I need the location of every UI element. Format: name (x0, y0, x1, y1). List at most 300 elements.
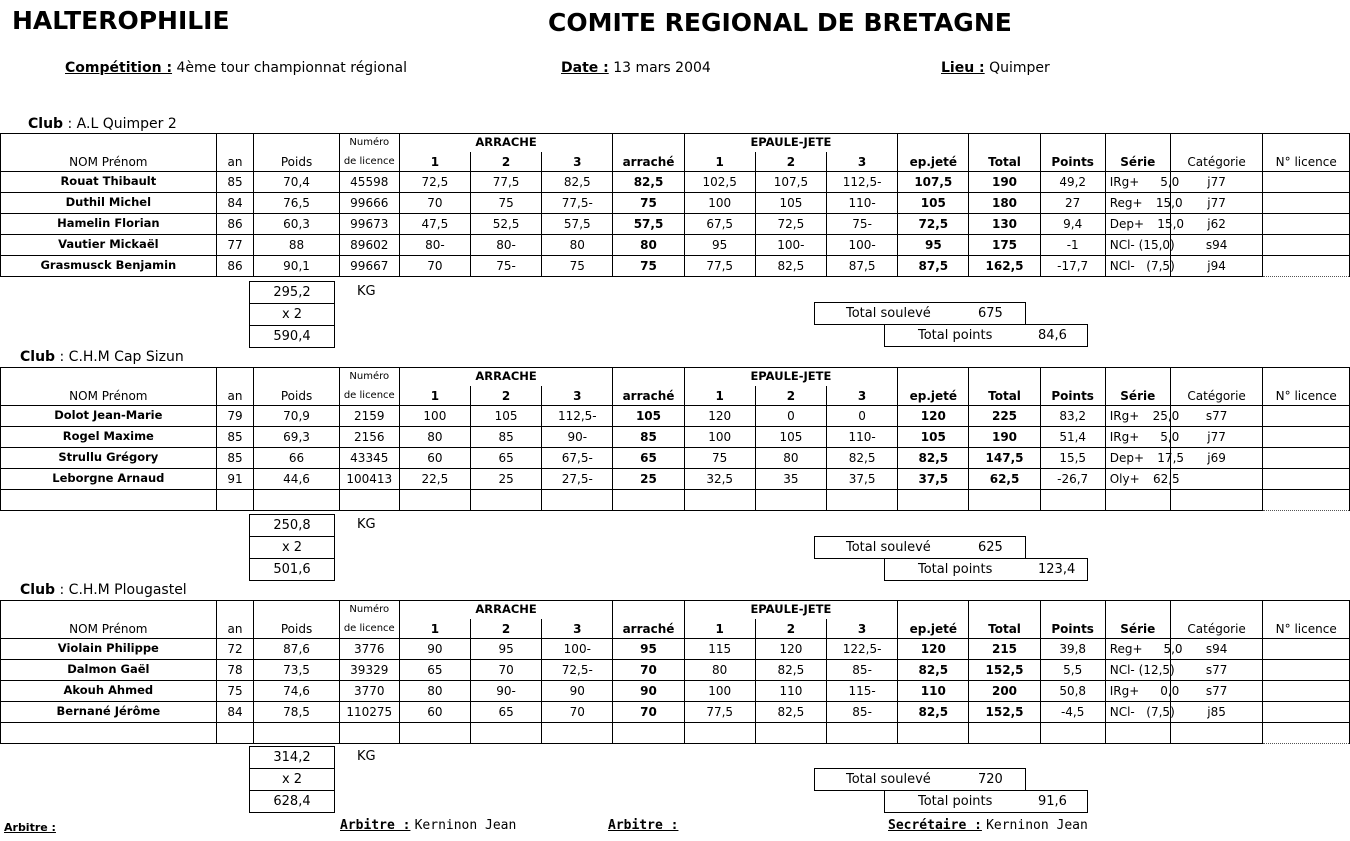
athlete-licence: 2156 (339, 427, 399, 448)
serie-code: Oly+ (1109, 472, 1140, 486)
col-categorie-spacer (1170, 601, 1263, 620)
athlete-serie (1105, 490, 1170, 511)
athlete-licence: 2159 (339, 406, 399, 427)
footer-arbitre-2 (608, 818, 678, 833)
cj-1: 100 (684, 427, 755, 448)
athlete-total: 152,5 (969, 702, 1040, 723)
cj-2: 35 (755, 469, 826, 490)
cj-2 (755, 723, 826, 744)
athlete-points: -17,7 (1040, 256, 1105, 277)
cj-1: 32,5 (684, 469, 755, 490)
athlete-nlicence (1263, 660, 1350, 681)
footer-arbitre-1-label: Arbitre : (340, 818, 411, 833)
cj-3: 0 (827, 406, 898, 427)
col-a1-header: 1 (399, 386, 470, 406)
table-row (1, 702, 1350, 723)
table-row (1, 256, 1350, 277)
col-e3-header: 3 (827, 152, 898, 172)
athlete-nlicence (1263, 702, 1350, 723)
total-points-label: Total points (918, 794, 993, 809)
athlete-name: Strullu Grégory (1, 448, 217, 469)
athlete-licence: 99667 (339, 256, 399, 277)
weight-sum: 250,8 (250, 515, 334, 537)
col-an-header: an (216, 368, 254, 406)
athlete-category: j77 (1170, 427, 1263, 448)
total-lifted-value: 675 (978, 306, 1003, 321)
total-lifted-label: Total soulevé (846, 540, 931, 555)
athlete-licence: 110275 (339, 702, 399, 723)
date-line (561, 60, 711, 76)
serie-value: 5,0 (1163, 642, 1183, 656)
athlete-nlicence (1263, 639, 1350, 660)
total-points-value: 84,6 (1038, 328, 1067, 343)
club-name: : A.L Quimper 2 (67, 116, 177, 132)
snatch-best: 70 (613, 702, 684, 723)
athlete-serie (1105, 193, 1183, 214)
cj-best: 120 (898, 406, 969, 427)
athlete-year (216, 723, 254, 744)
athlete-weight: 76,5 (254, 193, 339, 214)
col-epjete-spacer (898, 601, 969, 620)
athlete-weight (254, 490, 339, 511)
athlete-serie (1105, 235, 1175, 256)
cj-3: 37,5 (827, 469, 898, 490)
date-label: Date : (561, 60, 609, 76)
athlete-weight: 90,1 (254, 256, 339, 277)
cj-2: 0 (755, 406, 826, 427)
athlete-weight: 88 (254, 235, 339, 256)
cj-1: 77,5 (684, 256, 755, 277)
serie-code: Dep+ (1109, 451, 1145, 465)
col-arrache-group: ARRACHE (399, 368, 613, 387)
col-poids-header: Poids (254, 601, 339, 639)
lieu-line (941, 60, 1050, 76)
total-lifted-value: 625 (978, 540, 1003, 555)
serie-value: 25,0 (1152, 409, 1180, 423)
cj-best (898, 723, 969, 744)
table-row (1, 172, 1350, 193)
weight-doubled: 590,4 (273, 329, 311, 344)
athlete-nlicence (1263, 214, 1350, 235)
athlete-nlicence (1263, 469, 1350, 490)
athlete-points: 50,8 (1040, 681, 1105, 702)
serie-value: 17,5 (1157, 451, 1185, 465)
cj-2: 100- (755, 235, 826, 256)
col-a3-header: 3 (542, 619, 613, 639)
col-an-header: an (216, 134, 254, 172)
snatch-best: 70 (613, 660, 684, 681)
snatch-2: 70 (470, 660, 541, 681)
serie-value: 62,5 (1152, 472, 1180, 486)
col-serie-spacer (1105, 368, 1170, 387)
snatch-2: 75- (470, 256, 541, 277)
athlete-serie (1105, 681, 1180, 702)
col-nom-header: NOM Prénom (1, 134, 217, 172)
snatch-best: 75 (613, 193, 684, 214)
snatch-2: 77,5 (470, 172, 541, 193)
cj-best: 82,5 (898, 448, 969, 469)
snatch-best: 25 (613, 469, 684, 490)
athlete-category: s94 (1170, 235, 1263, 256)
col-e1-header: 1 (684, 386, 755, 406)
snatch-1: 80 (399, 427, 470, 448)
athlete-licence: 39329 (339, 660, 399, 681)
col-nom-header: NOM Prénom (1, 601, 217, 639)
snatch-3: 27,5- (542, 469, 613, 490)
athlete-total: 190 (969, 172, 1040, 193)
athlete-licence: 100413 (339, 469, 399, 490)
athlete-name (1, 490, 217, 511)
serie-code: NCl- (1109, 705, 1135, 719)
col-points-spacer (1040, 134, 1105, 153)
cj-3: 110- (827, 427, 898, 448)
athlete-category: s94 (1170, 639, 1263, 660)
snatch-3: 70 (542, 702, 613, 723)
col-nlicence-spacer (1263, 368, 1350, 387)
snatch-1: 70 (399, 256, 470, 277)
col-licence-header-bottom: de licence (339, 152, 399, 172)
table-row (1, 427, 1350, 448)
col-serie-spacer (1105, 601, 1170, 620)
date-value: 13 mars 2004 (613, 60, 711, 76)
serie-value: (7,5) (1146, 705, 1175, 719)
total-points-value: 91,6 (1038, 794, 1067, 809)
col-epjete-header: ep.jeté (898, 386, 969, 406)
serie-value: (12,5) (1138, 663, 1175, 677)
club-name: : C.H.M Plougastel (59, 582, 187, 598)
col-e2-header: 2 (755, 619, 826, 639)
lieu-value: Quimper (989, 60, 1050, 76)
athlete-nlicence (1263, 256, 1350, 277)
athlete-name: Bernané Jérôme (1, 702, 217, 723)
snatch-2: 90- (470, 681, 541, 702)
weight-sum-box (249, 514, 335, 581)
athlete-licence: 45598 (339, 172, 399, 193)
athlete-total: 180 (969, 193, 1040, 214)
athlete-serie (1105, 214, 1185, 235)
cj-1: 77,5 (684, 702, 755, 723)
athlete-points: -26,7 (1040, 469, 1105, 490)
athlete-total (969, 490, 1040, 511)
cj-3: 115- (827, 681, 898, 702)
athlete-nlicence (1263, 681, 1350, 702)
athlete-category: j69 (1170, 448, 1263, 469)
col-poids-header: Poids (254, 134, 339, 172)
total-lifted-box (814, 536, 1026, 559)
serie-value: 15,0 (1157, 217, 1185, 231)
cj-3: 82,5 (827, 448, 898, 469)
col-categorie-header: Catégorie (1170, 386, 1263, 406)
cj-best: 107,5 (898, 172, 969, 193)
snatch-best: 105 (613, 406, 684, 427)
col-total-spacer (969, 134, 1040, 153)
col-points-header: Points (1040, 619, 1105, 639)
athlete-serie (1105, 406, 1180, 427)
snatch-3: 72,5- (542, 660, 613, 681)
athlete-year: 79 (216, 406, 254, 427)
athlete-points: 9,4 (1040, 214, 1105, 235)
col-e1-header: 1 (684, 152, 755, 172)
total-points-value: 123,4 (1038, 562, 1076, 577)
col-nlicence-header: N° licence (1263, 386, 1350, 406)
col-arrache-header-spacer (613, 134, 684, 153)
snatch-1: 60 (399, 448, 470, 469)
athlete-year: 78 (216, 660, 254, 681)
cj-2: 105 (755, 427, 826, 448)
athlete-total: 162,5 (969, 256, 1040, 277)
cj-2: 72,5 (755, 214, 826, 235)
athlete-weight: 73,5 (254, 660, 339, 681)
cj-best: 105 (898, 193, 969, 214)
serie-code: NCl- (1109, 663, 1135, 677)
total-lifted-value: 720 (978, 772, 1003, 787)
athlete-total: 175 (969, 235, 1040, 256)
table-row (1, 193, 1350, 214)
club-label (28, 116, 177, 132)
snatch-2: 52,5 (470, 214, 541, 235)
athlete-year: 75 (216, 681, 254, 702)
table-row (1, 448, 1350, 469)
athlete-weight: 78,5 (254, 702, 339, 723)
snatch-1: 90 (399, 639, 470, 660)
athlete-year: 84 (216, 193, 254, 214)
club-word: Club (20, 582, 56, 598)
athlete-points: -4,5 (1040, 702, 1105, 723)
col-categorie-header: Catégorie (1170, 619, 1263, 639)
athlete-weight: 87,6 (254, 639, 339, 660)
athlete-total (969, 723, 1040, 744)
weight-times-two: x 2 (250, 537, 334, 559)
athlete-year (216, 490, 254, 511)
cj-1 (684, 723, 755, 744)
cj-best: 120 (898, 639, 969, 660)
col-e3-header: 3 (827, 619, 898, 639)
col-epjete-header: ep.jeté (898, 619, 969, 639)
snatch-best: 82,5 (613, 172, 684, 193)
snatch-2: 85 (470, 427, 541, 448)
athlete-licence (339, 490, 399, 511)
col-arrache-header-spacer (613, 368, 684, 387)
snatch-1: 65 (399, 660, 470, 681)
athlete-total: 147,5 (969, 448, 1040, 469)
club-word: Club (28, 116, 64, 132)
athlete-year: 91 (216, 469, 254, 490)
cj-3: 75- (827, 214, 898, 235)
cj-best: 82,5 (898, 660, 969, 681)
cj-1: 95 (684, 235, 755, 256)
serie-code: Reg+ (1109, 196, 1143, 210)
athlete-serie (1105, 702, 1175, 723)
cj-3 (827, 723, 898, 744)
col-e2-header: 2 (755, 152, 826, 172)
athlete-year: 77 (216, 235, 254, 256)
kg-unit-label: KG (357, 517, 376, 532)
col-arrache-header: arraché (613, 386, 684, 406)
footer-arbitre-1-value: Kerninon Jean (414, 818, 517, 833)
athlete-category (1170, 469, 1263, 490)
col-a2-header: 2 (470, 619, 541, 639)
snatch-best (613, 723, 684, 744)
snatch-3: 57,5 (542, 214, 613, 235)
athlete-total: 215 (969, 639, 1040, 660)
serie-value: (7,5) (1146, 259, 1175, 273)
snatch-3: 90- (542, 427, 613, 448)
athlete-year: 72 (216, 639, 254, 660)
snatch-3: 100- (542, 639, 613, 660)
snatch-best: 75 (613, 256, 684, 277)
col-epjete-spacer (898, 368, 969, 387)
cj-2: 120 (755, 639, 826, 660)
athlete-category: j77 (1170, 172, 1263, 193)
col-licence-header-top: Numéro (339, 368, 399, 387)
snatch-1 (399, 490, 470, 511)
total-lifted-label: Total soulevé (846, 772, 931, 787)
weight-sum: 314,2 (250, 747, 334, 769)
snatch-1: 80 (399, 681, 470, 702)
serie-value: 15,0 (1155, 196, 1183, 210)
athlete-category: j62 (1170, 214, 1263, 235)
cj-best: 110 (898, 681, 969, 702)
athlete-name: Rouat Thibault (1, 172, 217, 193)
col-serie-header: Série (1105, 619, 1170, 639)
col-a3-header: 3 (542, 386, 613, 406)
athlete-nlicence (1263, 235, 1350, 256)
col-e3-header: 3 (827, 386, 898, 406)
col-points-header: Points (1040, 386, 1105, 406)
snatch-2: 65 (470, 702, 541, 723)
col-e2-header: 2 (755, 386, 826, 406)
col-epaule-group: EPAULE-JETE (684, 368, 898, 387)
athlete-weight: 60,3 (254, 214, 339, 235)
weight-sum-box (249, 746, 335, 813)
cj-1 (684, 490, 755, 511)
cj-1: 100 (684, 681, 755, 702)
col-total-header: Total (969, 619, 1040, 639)
competition-label: Compétition : (65, 60, 173, 76)
athlete-points: -1 (1040, 235, 1105, 256)
kg-unit-label: KG (357, 284, 376, 299)
athlete-serie (1105, 256, 1175, 277)
col-a1-header: 1 (399, 619, 470, 639)
col-licence-header-bottom: de licence (339, 619, 399, 639)
athlete-name: Vautier Mickaël (1, 235, 217, 256)
snatch-1: 47,5 (399, 214, 470, 235)
athlete-category: s77 (1170, 660, 1263, 681)
athlete-nlicence (1263, 448, 1350, 469)
competition-value: 4ème tour championnat régional (176, 60, 407, 76)
snatch-best: 95 (613, 639, 684, 660)
athlete-name: Grasmusck Benjamin (1, 256, 217, 277)
col-a2-header: 2 (470, 152, 541, 172)
col-nlicence-header: N° licence (1263, 152, 1350, 172)
col-serie-header: Série (1105, 152, 1170, 172)
weight-sum: 295,2 (250, 282, 334, 304)
snatch-best: 85 (613, 427, 684, 448)
athlete-weight: 66 (254, 448, 339, 469)
snatch-best: 65 (613, 448, 684, 469)
col-epjete-spacer (898, 134, 969, 153)
snatch-3: 90 (542, 681, 613, 702)
cj-1: 75 (684, 448, 755, 469)
athlete-weight: 69,3 (254, 427, 339, 448)
athlete-licence: 99673 (339, 214, 399, 235)
athlete-total: 190 (969, 427, 1040, 448)
col-serie-header: Série (1105, 386, 1170, 406)
footer-arbitre-1 (340, 818, 516, 833)
athlete-nlicence (1263, 723, 1350, 744)
serie-value: 0,0 (1160, 684, 1180, 698)
sheet-title-main: COMITE REGIONAL DE BRETAGNE (548, 8, 1012, 37)
serie-code: NCl- (1109, 259, 1135, 273)
snatch-1: 72,5 (399, 172, 470, 193)
cj-2: 80 (755, 448, 826, 469)
weight-times-two: x 2 (250, 304, 334, 326)
serie-code: IRg+ (1109, 430, 1140, 444)
athlete-year: 84 (216, 702, 254, 723)
snatch-3: 75 (542, 256, 613, 277)
snatch-3 (542, 723, 613, 744)
athlete-total: 225 (969, 406, 1040, 427)
athlete-name: Akouh Ahmed (1, 681, 217, 702)
athlete-points: 15,5 (1040, 448, 1105, 469)
club-name: : C.H.M Cap Sizun (59, 349, 184, 365)
cj-1: 102,5 (684, 172, 755, 193)
athlete-nlicence (1263, 406, 1350, 427)
col-nlicence-spacer (1263, 134, 1350, 153)
athlete-points: 39,8 (1040, 639, 1105, 660)
snatch-2: 95 (470, 639, 541, 660)
col-arrache-header-spacer (613, 601, 684, 620)
serie-code: IRg+ (1109, 409, 1140, 423)
cj-3: 85- (827, 702, 898, 723)
cj-2: 105 (755, 193, 826, 214)
cj-best: 82,5 (898, 702, 969, 723)
snatch-2: 105 (470, 406, 541, 427)
athlete-year: 85 (216, 448, 254, 469)
athlete-serie (1105, 469, 1180, 490)
kg-unit-label: KG (357, 749, 376, 764)
snatch-3: 112,5- (542, 406, 613, 427)
cj-best: 72,5 (898, 214, 969, 235)
athlete-name (1, 723, 217, 744)
total-points-box (884, 790, 1088, 813)
footer-arbitre-left-label: Arbitre : (4, 821, 56, 834)
athlete-year: 85 (216, 172, 254, 193)
cj-1: 80 (684, 660, 755, 681)
snatch-3: 77,5- (542, 193, 613, 214)
athlete-total: 62,5 (969, 469, 1040, 490)
snatch-3 (542, 490, 613, 511)
athlete-category (1170, 490, 1263, 511)
total-points-label: Total points (918, 562, 993, 577)
athlete-weight: 44,6 (254, 469, 339, 490)
table-row (1, 490, 1350, 511)
col-total-header: Total (969, 152, 1040, 172)
total-points-box (884, 324, 1088, 347)
snatch-2 (470, 723, 541, 744)
snatch-2: 25 (470, 469, 541, 490)
athlete-points: 5,5 (1040, 660, 1105, 681)
col-nlicence-spacer (1263, 601, 1350, 620)
cj-best: 105 (898, 427, 969, 448)
cj-2: 110 (755, 681, 826, 702)
total-lifted-box (814, 768, 1026, 791)
athlete-category: s77 (1170, 681, 1263, 702)
table-row (1, 469, 1350, 490)
athlete-year: 86 (216, 256, 254, 277)
athlete-category: j85 (1170, 702, 1263, 723)
col-arrache-group: ARRACHE (399, 601, 613, 620)
